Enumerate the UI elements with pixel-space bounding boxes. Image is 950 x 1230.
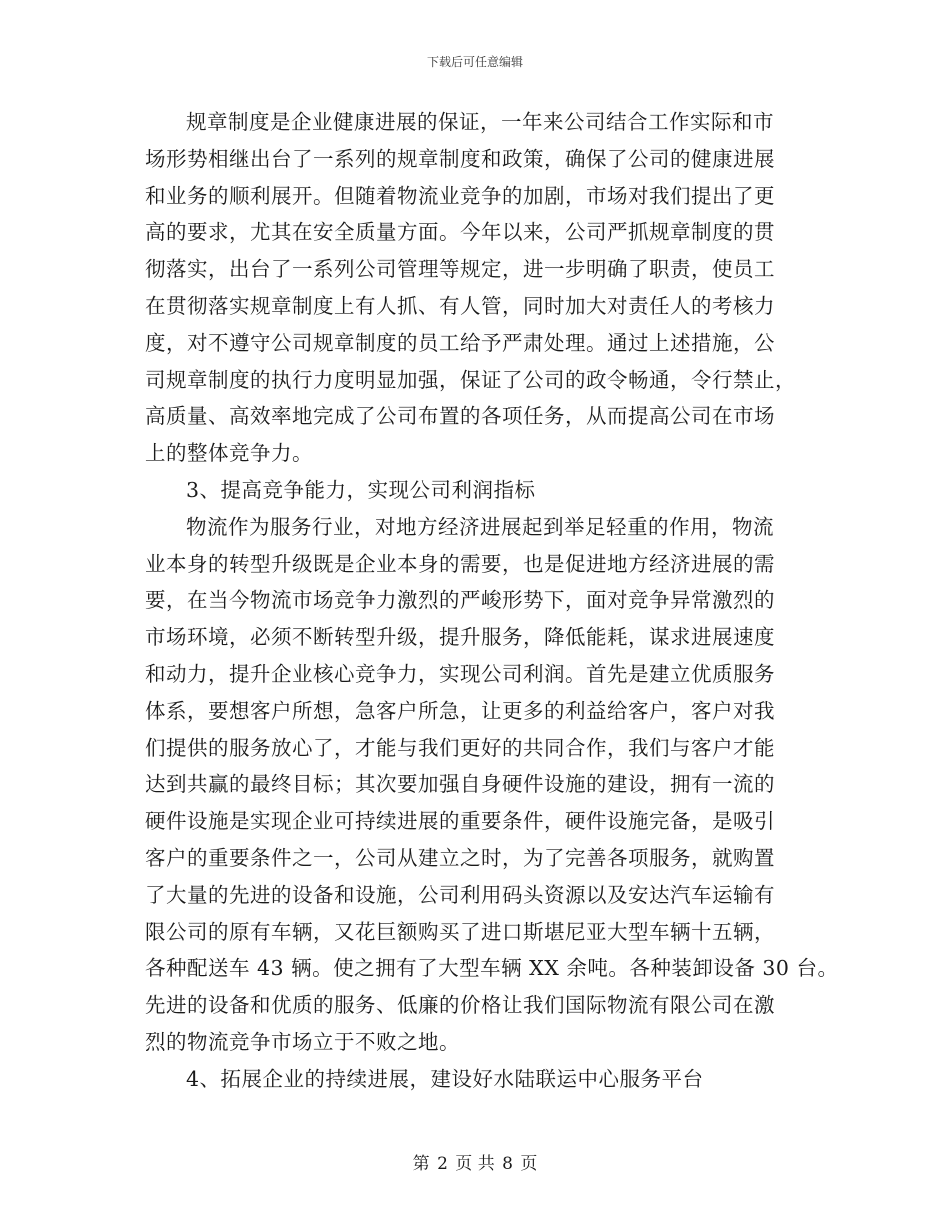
section-heading: 4、拓展企业的持续进展，建设好水陆联运中心服务平台 [186,1066,704,1091]
paragraph-line: 度，对不遵守公司规章制度的员工给予严肃处理。通过上述措施，公 [145,330,775,355]
footer-total-pages: 8 [502,1154,513,1174]
paragraph-line: 达到共赢的最终目标；其次要加强自身硬件设施的建设，拥有一流的 [145,772,775,797]
paragraph-line: 和业务的顺利展开。但随着物流业竞争的加剧，市场对我们提出了更 [145,183,775,208]
paragraph-line: 体系，要想客户所想，急客户所急，让更多的利益给客户，客户对我 [145,698,775,723]
paragraph-line: 要，在当今物流市场竞争力激烈的严峻形势下，面对竞争异常激烈的 [145,588,775,613]
paragraph-line: 各种配送车 43 辆。使之拥有了大型车辆 XX 余吨。各种装卸设备 30 台。 [145,956,839,981]
paragraph-line: 业本身的转型升级既是企业本身的需要，也是促进地方经济进展的需 [145,551,775,576]
paragraph-line: 和动力，提升企业核心竞争力，实现公司利润。首先是建立优质服务 [145,661,775,686]
page-footer [0,1153,950,1175]
paragraph-line: 司规章制度的执行力度明显加强，保证了公司的政令畅通，令行禁止， [145,367,796,392]
footer-suffix: 页 [520,1154,538,1174]
paragraph-line: 上的整体竞争力。 [145,441,313,466]
paragraph-line: 规章制度是企业健康进展的保证，一年来公司结合工作实际和市 [186,110,774,134]
paragraph-line: 硬件设施是实现企业可持续进展的重要条件，硬件设施完备，是吸引 [145,809,775,834]
paragraph-line: 彻落实，出台了一系列公司管理等规定，进一步明确了职责，使员工 [145,257,775,282]
document-body [145,104,839,1098]
page-header: 下载后可任意编辑 [426,55,523,69]
paragraph-line: 物流作为服务行业，对地方经济进展起到举足轻重的作用，物流 [186,514,774,539]
footer-page-number: 2 [437,1154,448,1174]
paragraph-line: 高质量、高效率地完成了公司布置的各项任务，从而提高公司在市场 [145,404,775,429]
paragraph-line: 客户的重要条件之一，公司从建立之时，为了完善各项服务，就购置 [145,845,775,870]
paragraph-line: 场形势相继出台了一系列的规章制度和政策，确保了公司的健康进展 [145,146,775,171]
paragraph-line: 烈的物流竞争市场立于不败之地。 [145,1029,460,1054]
paragraph-line: 了大量的先进的设备和设施，公司利用码头资源以及安达汽车运输有 [145,882,775,907]
footer-middle: 页 共 [455,1154,495,1174]
paragraph-line: 在贯彻落实规章制度上有人抓、有人管，同时加大对责任人的考核力 [145,293,775,318]
footer-prefix: 第 [412,1154,430,1174]
paragraph-line: 限公司的原有车辆，又花巨额购买了进口斯堪尼亚大型车辆十五辆， [145,919,775,944]
paragraph-line: 高的要求，尤其在安全质量方面。今年以来，公司严抓规章制度的贯 [145,220,775,245]
section-heading: 3、提高竞争能力，实现公司利润指标 [186,477,536,502]
paragraph-line: 市场环境，必须不断转型升级，提升服务，降低能耗，谋求进展速度 [145,625,775,650]
paragraph-line: 们提供的服务放心了，才能与我们更好的共同合作，我们与客户才能 [145,735,775,760]
paragraph-line: 先进的设备和优质的服务、低廉的价格让我们国际物流有限公司在激 [145,993,775,1018]
